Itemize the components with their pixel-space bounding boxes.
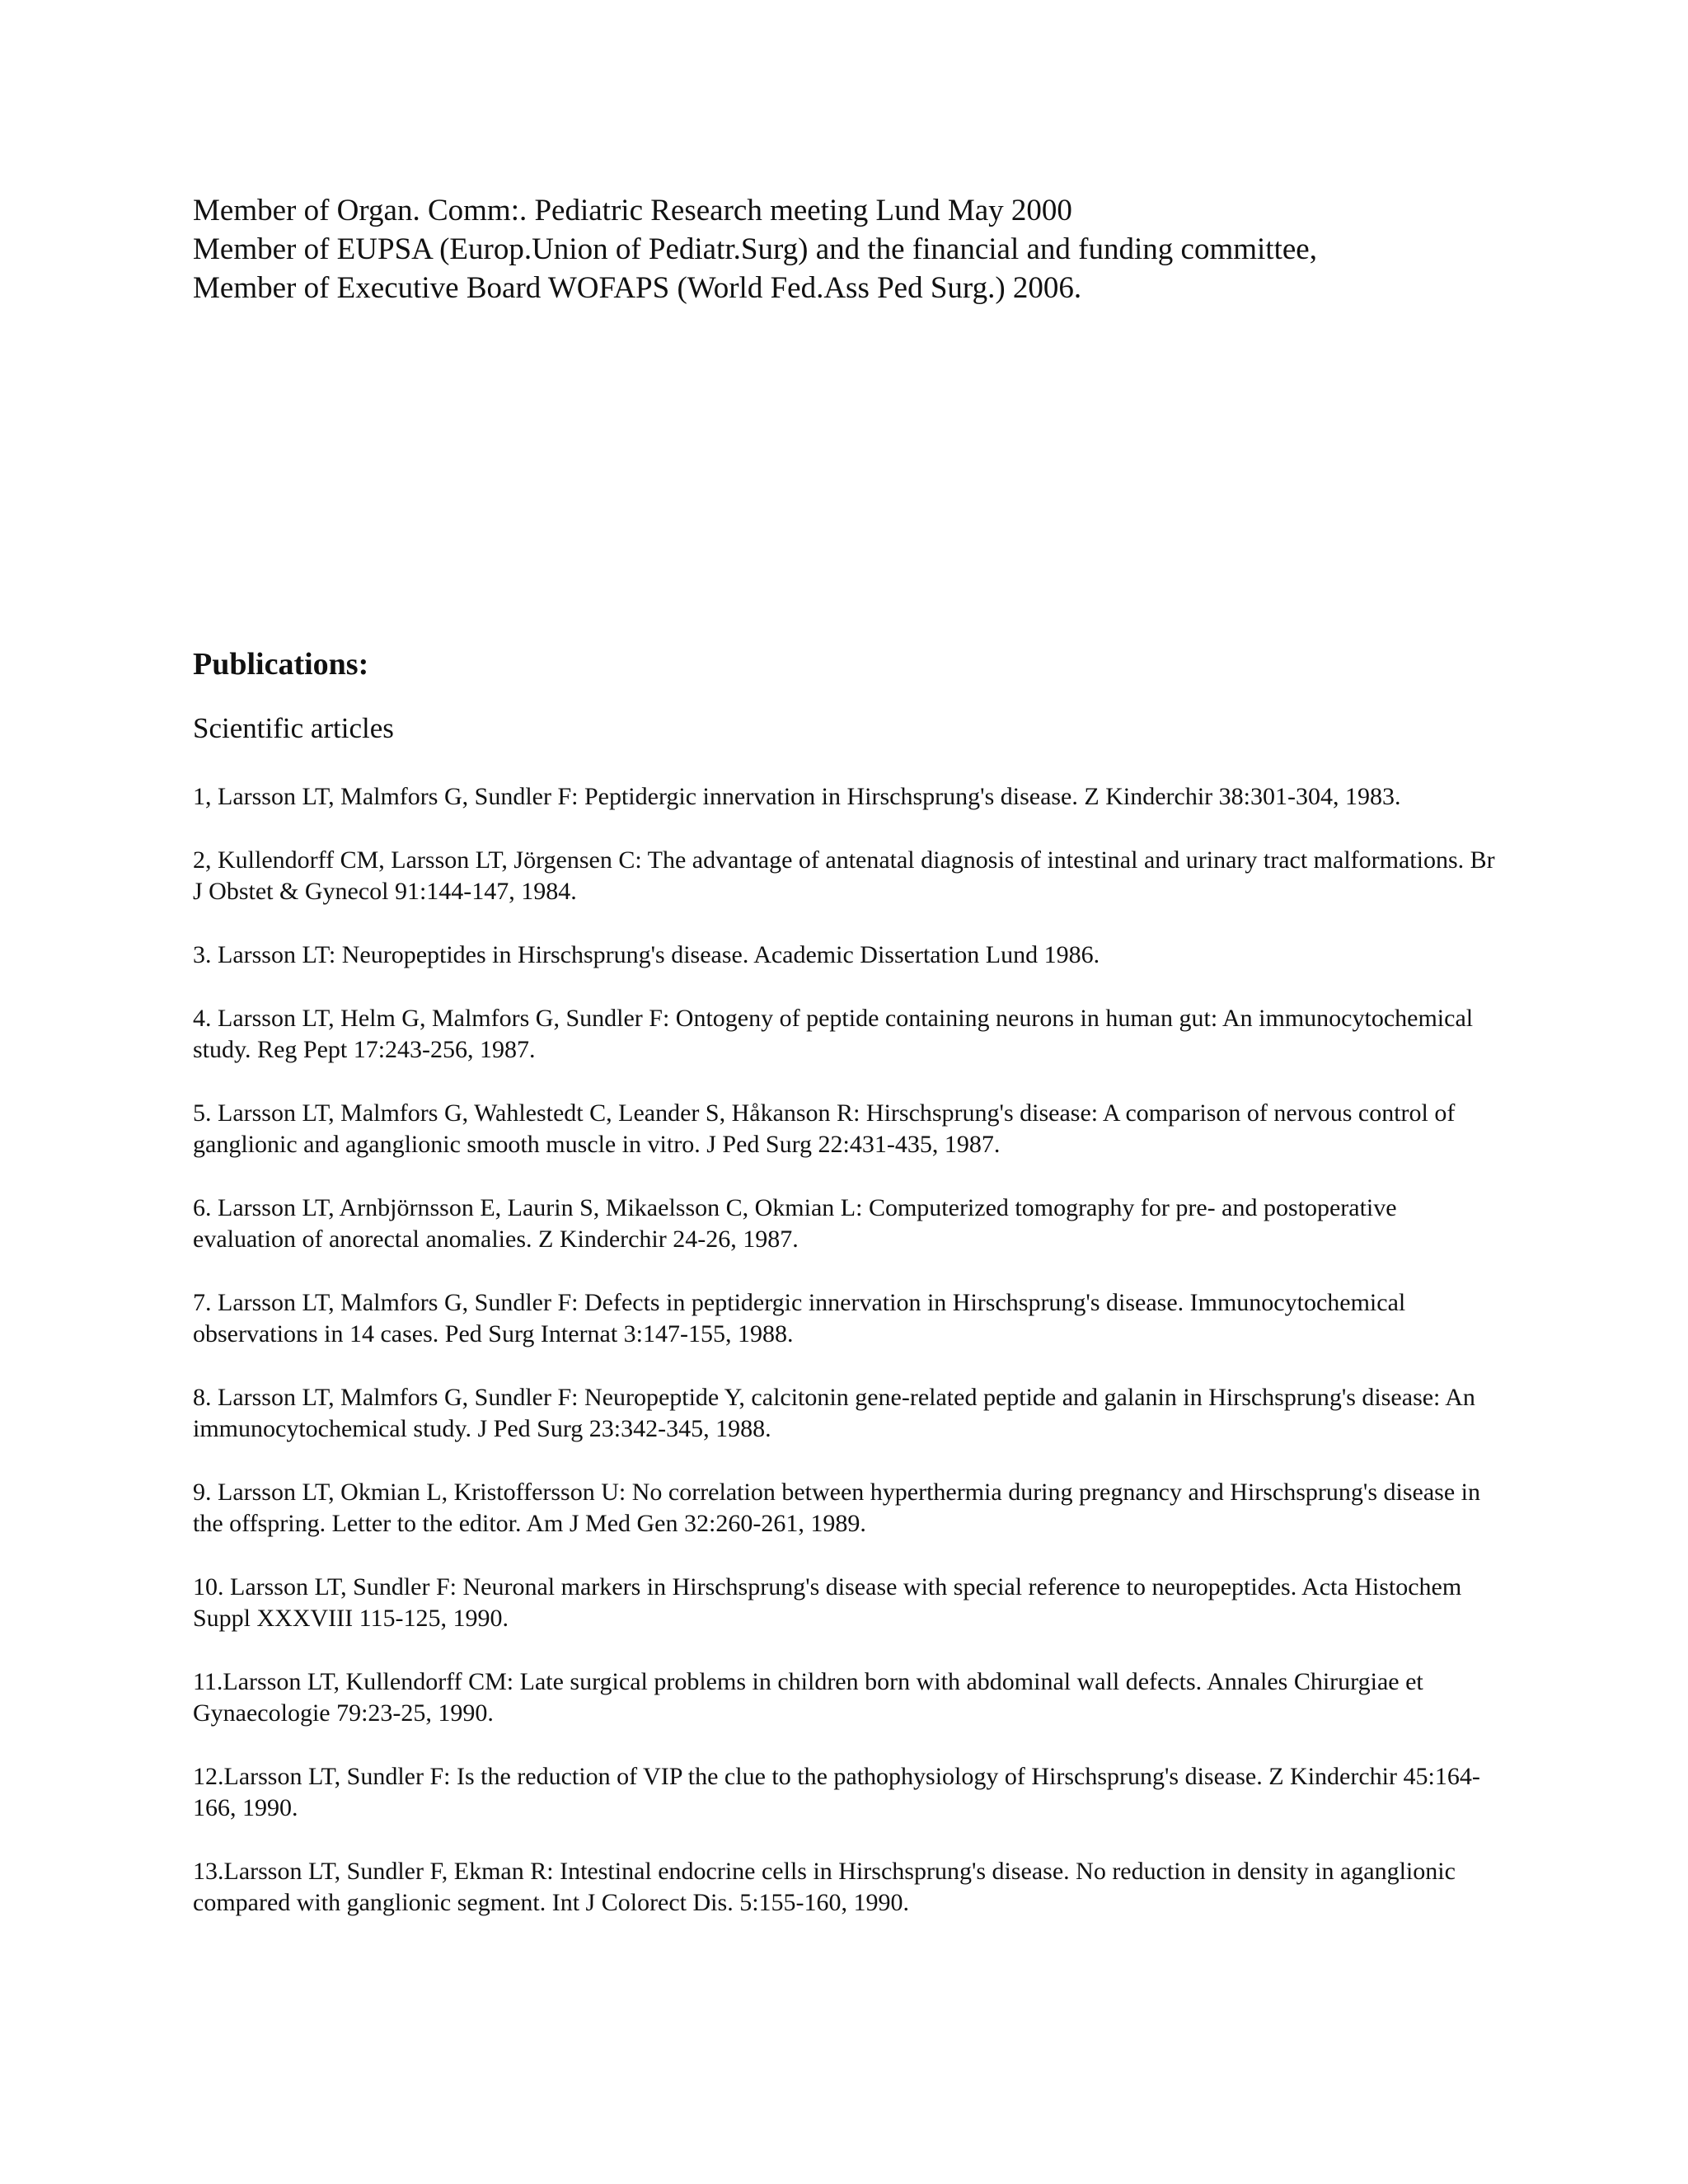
article-list	[193, 781, 1495, 1951]
membership-line: Member of Organ. Comm:. Pediatric Research meeting Lund May 2000	[193, 194, 1072, 227]
article-entry: 11.Larsson LT, Kullendorff CM: Late surgical problems in children born with abdominal wall defects. Annales Chirurgiae et Gynaecologie 79:23-25, 1990.	[193, 1668, 1423, 1727]
article-entry: 7. Larsson LT, Malmfors G, Sundler F: Defects in peptidergic innervation in Hirschsprung's disease. Immunocytochemical observations in 14 cases. Ped Surg Internat 3:147-155, 1988.	[193, 1289, 1406, 1347]
article-entry: 3. Larsson LT: Neuropeptides in Hirschsprung's disease. Academic Dissertation Lund 1986.	[193, 941, 1100, 968]
article-entry: 5. Larsson LT, Malmfors G, Wahlestedt C, Leander S, Håkanson R: Hirschsprung's disease: A comparison of nervous control of ganglionic and aganglionic smooth muscle in vitro. J Ped Surg 22:431-435, 1987.	[193, 1099, 1456, 1158]
article-entry: 13.Larsson LT, Sundler F, Ekman R: Intestinal endocrine cells in Hirschsprung's disease. No reduction in density in aganglionic compared with ganglionic segment. Int J Colorect Dis. 5:155-160, 1990.	[193, 1858, 1456, 1916]
scientific-articles-subheading: Scientific articles	[193, 712, 394, 744]
membership-line: Member of EUPSA (Europ.Union of Pediatr.Surg) and the financial and funding committee,	[193, 232, 1317, 266]
publications-heading: Publications:	[193, 647, 369, 682]
article-entry: 8. Larsson LT, Malmfors G, Sundler F: Neuropeptide Y, calcitonin gene-related peptide and galanin in Hirschsprung's disease: An immunocytochemical study. J Ped Surg 23:342-345, 1988.	[193, 1384, 1475, 1442]
article-entry: 10. Larsson LT, Sundler F: Neuronal markers in Hirschsprung's disease with special reference to neuropeptides. Acta Histochem Suppl XXXVIII 115-125, 1990.	[193, 1573, 1462, 1632]
membership-line: Member of Executive Board WOFAPS (World Fed.Ass Ped Surg.) 2006.	[193, 271, 1082, 305]
article-entry: 6. Larsson LT, Arnbjörnsson E, Laurin S, Mikaelsson C, Okmian L: Computerized tomography for pre- and postoperative evaluation of anorectal anomalies. Z Kinderchir 24-26, 1987.	[193, 1194, 1397, 1253]
memberships-block	[193, 191, 1512, 307]
article-entry: 2, Kullendorff CM, Larsson LT, Jörgensen C: The advantage of antenatal diagnosis of intestinal and urinary tract malformations. Br J Obstet & Gynecol 91:144-147, 1984.	[193, 846, 1495, 905]
article-entry: 12.Larsson LT, Sundler F: Is the reduction of VIP the clue to the pathophysiology of Hirschsprung's disease. Z Kinderchir 45:164-166, 1990.	[193, 1763, 1480, 1821]
article-entry: 4. Larsson LT, Helm G, Malmfors G, Sundler F: Ontogeny of peptide containing neurons in human gut: An immunocytochemical study. Reg Pept 17:243-256, 1987.	[193, 1005, 1474, 1063]
article-entry: 1, Larsson LT, Malmfors G, Sundler F: Peptidergic innervation in Hirschsprung's disease. Z Kinderchir 38:301-304, 1983.	[193, 783, 1401, 810]
article-entry: 9. Larsson LT, Okmian L, Kristoffersson U: No correlation between hyperthermia during pregnancy and Hirschsprung's disease in the offspring. Letter to the editor. Am J Med Gen 32:260-261, 1989.	[193, 1479, 1480, 1537]
